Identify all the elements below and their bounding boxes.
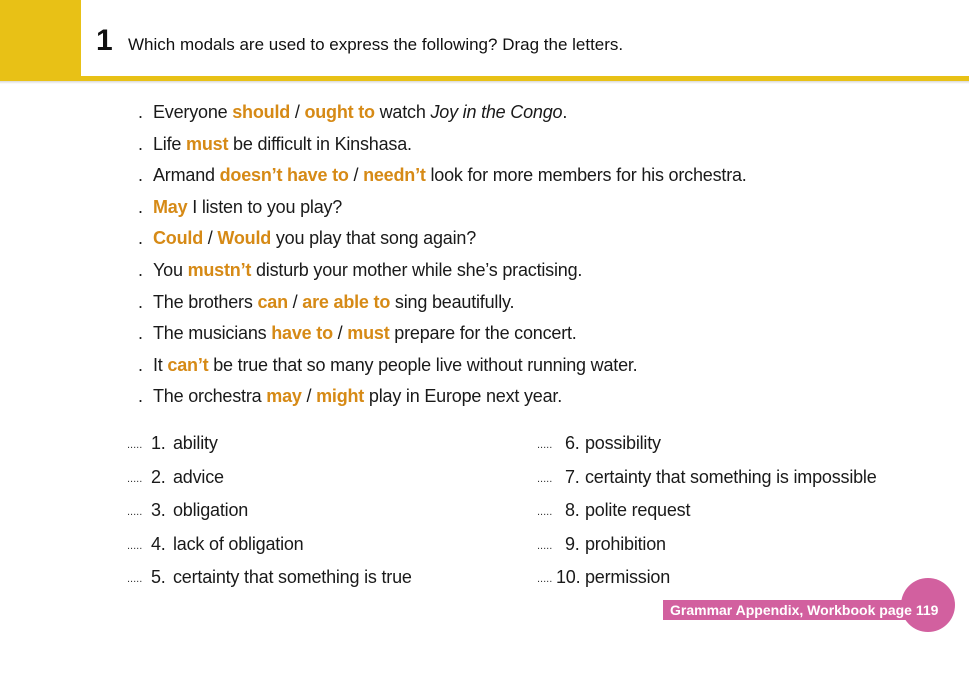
sentence-fragment: / [332, 323, 348, 344]
sentence-text [153, 225, 476, 251]
drop-slot[interactable]: . [138, 354, 143, 375]
sentence-row[interactable] [138, 352, 938, 384]
sentence-fragment: The musicians [153, 323, 272, 344]
sentence-fragment: / [348, 165, 364, 186]
sentence-row[interactable] [138, 289, 938, 321]
sentence-text [153, 320, 577, 346]
exercise-number: 1 [96, 24, 113, 57]
sentence-text [153, 289, 514, 315]
modal-verb: May [153, 196, 188, 217]
sentence-fragment: watch [374, 102, 431, 122]
modal-verb: Could [153, 228, 203, 249]
answer-blank[interactable]: ..... [537, 439, 553, 451]
modal-verb: must [347, 323, 390, 344]
meaning-item[interactable] [0, 464, 877, 498]
sentence-fragment: be difficult in Kinshasa. [228, 133, 412, 154]
meaning-label: polite request [585, 500, 691, 521]
meaning-number: 2. [151, 466, 166, 487]
meaning-label: prohibition [585, 533, 666, 554]
grammar-reference-link[interactable]: Grammar Appendix, Workbook page 119 [670, 602, 939, 618]
sentence-fragment: prepare for the concert. [389, 323, 577, 344]
meaning-number: 7. [565, 466, 580, 487]
sentence-text [153, 162, 747, 188]
sentence-fragment: / [287, 291, 303, 312]
sentence-fragment: you play that song again? [271, 228, 477, 249]
meaning-item[interactable] [0, 531, 666, 565]
meaning-number: 1. [151, 433, 166, 453]
drop-slot[interactable]: . [138, 196, 143, 217]
modal-verb: Would [217, 228, 272, 249]
meaning-label: certainty that something is impossible [585, 466, 877, 487]
answer-blank[interactable]: ..... [127, 573, 143, 586]
meaning-number: 5. [151, 567, 166, 588]
sentence-list [138, 99, 938, 415]
meaning-label: possibility [585, 433, 661, 453]
modal-verb: might [316, 386, 365, 407]
meaning-item[interactable] [0, 430, 661, 464]
drop-slot[interactable]: . [138, 259, 143, 280]
sentence-fragment: play in Europe next year. [364, 386, 563, 407]
sentence-fragment: / [301, 386, 317, 407]
meaning-column-right [0, 430, 877, 598]
sentence-fragment: I listen to you play? [187, 196, 343, 217]
answer-blank[interactable]: ..... [537, 472, 553, 485]
sentence-fragment: Life [153, 133, 187, 154]
modal-verb: have to [271, 323, 333, 344]
sentence-text [153, 131, 412, 157]
answer-blank[interactable]: ..... [537, 539, 553, 552]
sentence-fragment: The orchestra [153, 386, 267, 407]
sentence-fragment: be true that so many people live without running water. [208, 354, 638, 375]
sentence-row[interactable] [138, 162, 938, 194]
sentence-fragment: / [290, 102, 305, 122]
sentence-fragment: Everyone [153, 102, 233, 122]
sentence-row[interactable] [138, 320, 938, 352]
sentence-text [153, 352, 637, 378]
drop-slot[interactable]: . [138, 386, 143, 407]
modal-verb: may [266, 386, 302, 407]
meaning-number: 9. [565, 533, 580, 554]
meaning-label: lack of obligation [173, 533, 304, 554]
sentence-fragment: / [203, 228, 218, 249]
sentence-fragment: Armand [153, 165, 220, 186]
answer-blank[interactable]: ..... [127, 539, 143, 552]
meaning-number: 10. [556, 567, 581, 588]
answer-blank[interactable]: ..... [127, 439, 143, 451]
title-text: Joy in the Congo [430, 102, 563, 122]
modal-verb: doesn’t have to [219, 165, 349, 186]
sentence-fragment: look for more members for his orchestra. [425, 165, 747, 186]
meaning-number: 3. [151, 500, 166, 521]
header-accent-block [0, 0, 81, 76]
sentence-fragment: You [153, 259, 188, 280]
modal-verb: must [186, 133, 229, 154]
drop-slot[interactable]: . [138, 323, 143, 344]
meaning-label: certainty that something is true [173, 567, 412, 588]
meaning-number: 8. [565, 500, 580, 521]
answer-blank[interactable]: ..... [127, 472, 143, 485]
sentence-text [153, 257, 582, 283]
modal-verb: are able to [302, 291, 391, 312]
answer-blank[interactable]: ..... [537, 573, 553, 586]
modal-verb: ought to [304, 102, 375, 122]
sentence-text [153, 383, 562, 409]
modal-verb: can’t [167, 354, 209, 375]
modal-verb: needn’t [363, 165, 426, 186]
meaning-label: ability [173, 433, 218, 453]
sentence-text [153, 99, 567, 125]
sentence-fragment: disturb your mother while she’s practising. [251, 259, 583, 280]
sentence-row[interactable] [138, 131, 938, 163]
sentence-fragment: . [562, 102, 568, 122]
meaning-label: obligation [173, 500, 249, 521]
meaning-item[interactable] [0, 497, 691, 531]
modal-verb: mustn’t [187, 259, 252, 280]
drop-slot[interactable]: . [138, 102, 143, 122]
sentence-row[interactable] [138, 257, 938, 289]
sentence-text [153, 194, 342, 220]
sentence-fragment: sing beautifully. [390, 291, 515, 312]
drop-slot[interactable]: . [138, 291, 143, 312]
meaning-label: advice [173, 466, 224, 487]
modal-verb: should [232, 102, 291, 122]
sentence-fragment: The brothers [153, 291, 258, 312]
sentence-fragment: It [153, 354, 168, 375]
drop-slot[interactable]: . [138, 228, 143, 249]
answer-blank[interactable]: ..... [127, 506, 143, 519]
meaning-number: 4. [151, 533, 166, 554]
header-shadow [0, 81, 969, 84]
drop-slot[interactable]: . [138, 165, 143, 186]
sentence-row[interactable] [138, 194, 938, 226]
meaning-label: permission [585, 567, 671, 588]
answer-blank[interactable]: ..... [537, 506, 553, 519]
sentence-row[interactable] [138, 225, 938, 257]
meaning-item[interactable] [0, 564, 671, 598]
sentence-row[interactable] [138, 99, 938, 131]
drop-slot[interactable]: . [138, 133, 143, 154]
sentence-row[interactable] [138, 383, 938, 415]
exercise-instruction: Which modals are used to express the following? Drag the letters. [128, 35, 624, 54]
modal-verb: can [257, 291, 288, 312]
meaning-number: 6. [565, 433, 580, 453]
